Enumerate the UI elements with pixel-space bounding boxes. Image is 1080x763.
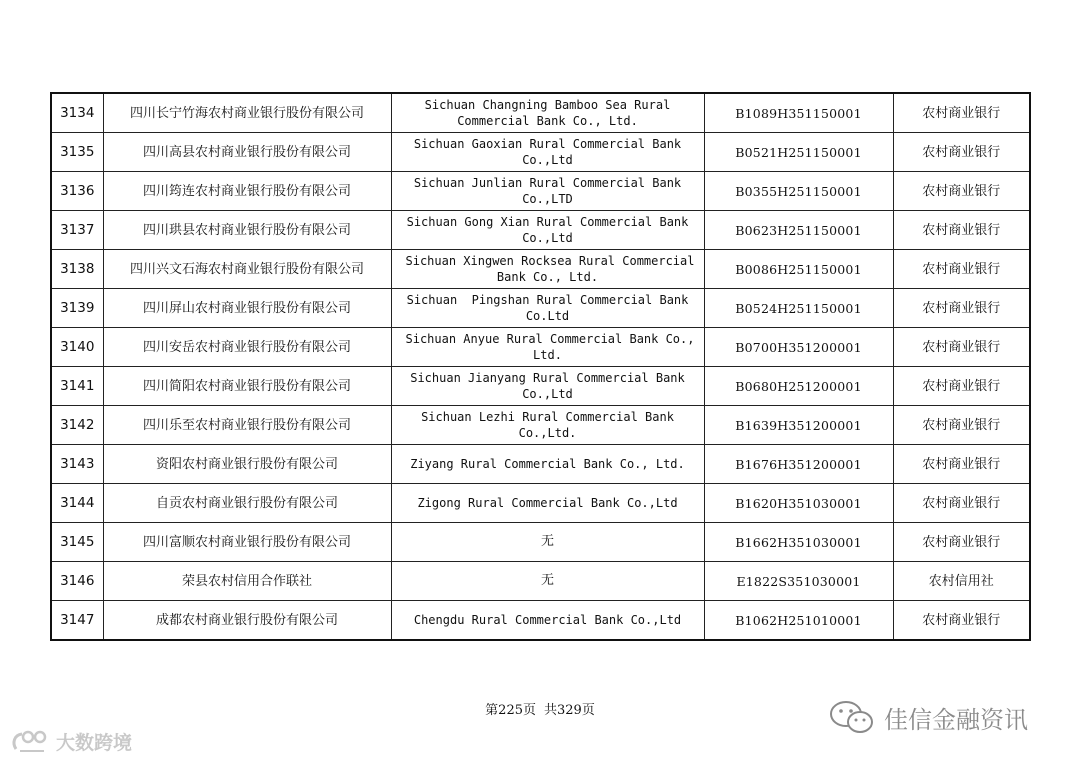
english-name-cell — [391, 406, 704, 445]
chinese-name-cell: 资阳农村商业银行股份有限公司 — [103, 445, 391, 484]
watermark-left-text: 大数跨境 — [56, 732, 133, 754]
chinese-name-cell: 四川乐至农村商业银行股份有限公司 — [103, 406, 391, 445]
english-name-cell — [391, 601, 704, 641]
chinese-name-cell: 四川长宁竹海农村商业银行股份有限公司 — [103, 93, 391, 133]
chinese-name-cell: 成都农村商业银行股份有限公司 — [103, 601, 391, 641]
english-name-cell — [391, 93, 704, 133]
row-number-cell: 3141 — [51, 367, 103, 406]
page-total: 共329页 — [544, 703, 595, 718]
english-name-line-2: Co.,LTD — [522, 192, 573, 206]
english-name-line-1: Sichuan Pingshan Rural Commercial Bank — [406, 293, 689, 307]
english-name-line-1: 无 — [540, 573, 554, 588]
chinese-name-cell: 四川安岳农村商业银行股份有限公司 — [103, 328, 391, 367]
table-row — [51, 172, 1030, 211]
chinese-name-cell: 四川屏山农村商业银行股份有限公司 — [103, 289, 391, 328]
chinese-name-cell: 荣县农村信用合作联社 — [103, 562, 391, 601]
english-name-line-2: Bank Co., Ltd. — [496, 270, 599, 284]
english-name-cell — [391, 211, 704, 250]
table-row — [51, 445, 1030, 484]
institution-type-cell: 农村商业银行 — [893, 367, 1030, 406]
table-row — [51, 406, 1030, 445]
institution-type-cell: 农村商业银行 — [893, 133, 1030, 172]
chinese-name-cell: 四川筠连农村商业银行股份有限公司 — [103, 172, 391, 211]
chinese-name-cell: 自贡农村商业银行股份有限公司 — [103, 484, 391, 523]
table-row — [51, 367, 1030, 406]
table-row — [51, 250, 1030, 289]
chinese-name-cell: 四川珙县农村商业银行股份有限公司 — [103, 211, 391, 250]
english-name-line-1: Ziyang Rural Commercial Bank Co., Ltd. — [410, 457, 685, 471]
watermark-right-text: 佳信金融资讯 — [884, 705, 1028, 734]
english-name-line-1: Sichuan Gaoxian Rural Commercial Bank — [413, 137, 682, 151]
chinese-name-cell: 四川富顺农村商业银行股份有限公司 — [103, 523, 391, 562]
table-row — [51, 133, 1030, 172]
institution-type-cell: 农村商业银行 — [893, 93, 1030, 133]
institution-type-cell: 农村商业银行 — [893, 211, 1030, 250]
english-name-line-1: Sichuan Gong Xian Rural Commercial Bank — [406, 215, 689, 229]
english-name-line-2: Co.,Ltd — [522, 387, 573, 401]
institution-code-cell: B1062H251010001 — [704, 601, 893, 641]
institution-code-cell: B0355H251150001 — [704, 172, 893, 211]
page-current: 第225页 — [485, 703, 536, 718]
english-name-line-2: Co.Ltd — [525, 309, 570, 323]
english-name-line-1: Chengdu Rural Commercial Bank Co.,Ltd — [413, 613, 682, 627]
institution-type-cell: 农村商业银行 — [893, 328, 1030, 367]
row-number-cell: 3134 — [51, 93, 103, 133]
table-row — [51, 523, 1030, 562]
english-name-line-2: Commercial Bank Co., Ltd. — [457, 114, 638, 128]
table-row — [51, 93, 1030, 133]
institution-type-cell: 农村商业银行 — [893, 523, 1030, 562]
row-number-cell: 3144 — [51, 484, 103, 523]
institution-code-cell: B0680H251200001 — [704, 367, 893, 406]
row-number-cell: 3142 — [51, 406, 103, 445]
institution-code-cell: B0521H251150001 — [704, 133, 893, 172]
english-name-cell — [391, 445, 704, 484]
wechat-icon — [826, 697, 878, 737]
institution-type-cell: 农村商业银行 — [893, 601, 1030, 641]
institution-code-cell: B0086H251150001 — [704, 250, 893, 289]
table-row — [51, 484, 1030, 523]
table-row — [51, 289, 1030, 328]
english-name-line-1: Sichuan Anyue Rural Commercial Bank Co., — [405, 332, 695, 346]
english-name-cell — [391, 562, 704, 601]
table-row — [51, 562, 1030, 601]
row-number-cell: 3143 — [51, 445, 103, 484]
watermark-right — [826, 697, 1028, 737]
english-name-line-2: Co.,Ltd. — [518, 426, 577, 440]
institution-code-cell: B1620H351030001 — [704, 484, 893, 523]
row-number-cell: 3137 — [51, 211, 103, 250]
institution-code-cell: B0623H251150001 — [704, 211, 893, 250]
institution-type-cell: 农村商业银行 — [893, 289, 1030, 328]
english-name-cell — [391, 523, 704, 562]
row-number-cell: 3135 — [51, 133, 103, 172]
english-name-line-1: 无 — [540, 534, 554, 549]
row-number-cell: 3136 — [51, 172, 103, 211]
institution-code-cell: B1662H351030001 — [704, 523, 893, 562]
english-name-line-2: Co.,Ltd — [522, 231, 573, 245]
row-number-cell: 3140 — [51, 328, 103, 367]
english-name-line-1: Zigong Rural Commercial Bank Co.,Ltd — [417, 496, 678, 510]
institution-code-cell: E1822S351030001 — [704, 562, 893, 601]
chinese-name-cell: 四川兴文石海农村商业银行股份有限公司 — [103, 250, 391, 289]
english-name-cell — [391, 328, 704, 367]
english-name-cell — [391, 484, 704, 523]
row-number-cell: 3145 — [51, 523, 103, 562]
english-name-cell — [391, 133, 704, 172]
institution-code-cell: B0524H251150001 — [704, 289, 893, 328]
english-name-cell — [391, 172, 704, 211]
english-name-line-1: Sichuan Jianyang Rural Commercial Bank — [410, 371, 685, 385]
english-name-cell — [391, 367, 704, 406]
table-row — [51, 211, 1030, 250]
bank-list-table-container — [50, 92, 1029, 641]
institution-code-cell: B1639H351200001 — [704, 406, 893, 445]
row-number-cell: 3147 — [51, 601, 103, 641]
institution-type-cell: 农村商业银行 — [893, 406, 1030, 445]
chinese-name-cell: 四川高县农村商业银行股份有限公司 — [103, 133, 391, 172]
institution-type-cell: 农村商业银行 — [893, 250, 1030, 289]
table-row — [51, 601, 1030, 641]
institution-type-cell: 农村商业银行 — [893, 484, 1030, 523]
chinese-name-cell: 四川简阳农村商业银行股份有限公司 — [103, 367, 391, 406]
institution-code-cell: B1089H351150001 — [704, 93, 893, 133]
watermark-left — [10, 728, 132, 755]
row-number-cell: 3139 — [51, 289, 103, 328]
english-name-line-1: Sichuan Xingwen Rocksea Rural Commercial — [405, 254, 695, 268]
english-name-cell — [391, 289, 704, 328]
english-name-line-2: Co.,Ltd — [522, 153, 573, 167]
institution-type-cell: 农村商业银行 — [893, 172, 1030, 211]
row-number-cell: 3146 — [51, 562, 103, 601]
brand-logo-icon — [10, 729, 50, 755]
english-name-line-2: Ltd. — [533, 348, 562, 362]
institution-type-cell: 农村商业银行 — [893, 445, 1030, 484]
table-row — [51, 328, 1030, 367]
institution-type-cell: 农村信用社 — [893, 562, 1030, 601]
english-name-line-1: Sichuan Lezhi Rural Commercial Bank — [421, 410, 674, 424]
english-name-cell — [391, 250, 704, 289]
english-name-line-1: Sichuan Junlian Rural Commercial Bank — [413, 176, 682, 190]
table-body — [51, 93, 1030, 640]
english-name-line-1: Sichuan Changning Bamboo Sea Rural — [424, 98, 671, 112]
institution-code-cell: B0700H351200001 — [704, 328, 893, 367]
row-number-cell: 3138 — [51, 250, 103, 289]
institution-code-cell: B1676H351200001 — [704, 445, 893, 484]
bank-list-table — [50, 92, 1031, 641]
